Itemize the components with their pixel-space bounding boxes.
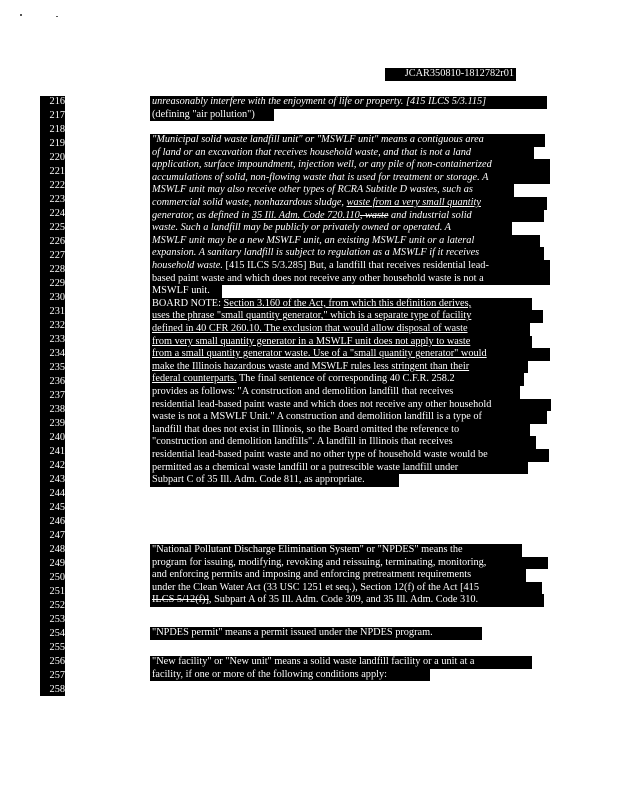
line-number: 218 bbox=[49, 124, 65, 135]
line-224-text: commercial solid waste, nonhazardous sludge, bbox=[152, 197, 347, 208]
text-line-254: "NPDES permit" means a permit issued under the NPDES program. bbox=[150, 627, 482, 640]
text-line-228: expansion. A sanitary landfill is subject to regulation as a MSWLF if it receives bbox=[150, 247, 544, 260]
line-number: 226 bbox=[49, 236, 65, 247]
text-line-233: uses the phrase "small quantity generator," which is a separate type of facility bbox=[150, 310, 543, 323]
text-line-224 bbox=[150, 197, 547, 210]
line-number: 236 bbox=[49, 376, 65, 387]
text-line-237: make the Illinois hazardous waste and MSWLF rules less stringent than their bbox=[150, 361, 528, 374]
line-number: 254 bbox=[49, 628, 65, 639]
scan-speck bbox=[20, 14, 22, 16]
line-number: 251 bbox=[49, 586, 65, 597]
board-note-label: BOARD NOTE: bbox=[152, 297, 224, 309]
line-number: 232 bbox=[49, 320, 65, 331]
line-229-text-end: [415 ILCS 5/3.285] But, a landfill that receives residential lead- bbox=[222, 260, 489, 271]
text-line-219: "Municipal solid waste landfill unit" or "MSWLF unit" means a contiguous area bbox=[150, 134, 545, 147]
inserted-text: Section 3.160 of the Act, from which this definition derives, bbox=[223, 297, 472, 309]
line-number: 245 bbox=[49, 502, 65, 513]
text-line-232 bbox=[150, 298, 532, 311]
text-line-229 bbox=[150, 260, 550, 273]
text-line-220: of land or an excavation that receives household waste, and that is not a land bbox=[150, 147, 534, 160]
line-number: 249 bbox=[49, 558, 65, 569]
line-number: 250 bbox=[49, 572, 65, 583]
line-number: 234 bbox=[49, 348, 65, 359]
line-number: 241 bbox=[49, 446, 65, 457]
text-line-222: accumulations of solid, non-flowing waste that is used for treatment or storage. A bbox=[150, 172, 550, 185]
scan-speck bbox=[56, 16, 58, 17]
line-number: 229 bbox=[49, 278, 65, 289]
text-line-256: "New facility" or "New unit" means a solid waste landfill facility or a unit at a bbox=[150, 656, 532, 669]
line-238-text-end: The final sentence of corresponding 40 C.F.R. 258.2 bbox=[236, 373, 455, 385]
line-number: 243 bbox=[49, 474, 65, 485]
text-line-240: residential lead-based paint waste and which does not receive any other household bbox=[150, 399, 551, 412]
line-number: 224 bbox=[49, 208, 65, 219]
text-line-227: MSWLF unit may be a new MSWLF unit, an existing MSWLF unit or a lateral bbox=[150, 235, 540, 248]
text-line-244: residential lead-based paint waste and no other type of household waste would be bbox=[150, 449, 549, 462]
text-line-225 bbox=[150, 210, 544, 223]
line-number: 233 bbox=[49, 334, 65, 345]
text-line-231: MSWLF unit. bbox=[150, 285, 222, 298]
line-number: 255 bbox=[49, 642, 65, 653]
line-number: 223 bbox=[49, 194, 65, 205]
text-line-245: permitted as a chemical waste landfill or a putrescible waste landfill under bbox=[150, 462, 528, 475]
line-number: 252 bbox=[49, 600, 65, 611]
text-line-239: provides as follows: "A construction and demolition landfill that receives bbox=[150, 386, 520, 399]
line-number: 235 bbox=[49, 362, 65, 373]
text-line-241: waste is not a MSWLF Unit." A construction and demolition landfill is a type of bbox=[150, 411, 547, 424]
text-line-221: application, surface impoundment, injection well, or any pile of non-containerized bbox=[150, 159, 550, 172]
line-252-text-end: , Subpart A of 35 Ill. Adm. Code 309, and 35 Ill. Adm. Code 310. bbox=[208, 594, 479, 606]
text-line-248: "National Pollutant Discharge Elimination System" or "NPDES" means the bbox=[150, 544, 522, 557]
line-number: 221 bbox=[49, 166, 65, 177]
text-line-216 bbox=[150, 96, 547, 109]
line-number: 220 bbox=[49, 152, 65, 163]
line-number: 238 bbox=[49, 404, 65, 415]
text-line-238 bbox=[150, 373, 524, 386]
line-216-text: unreasonably interfere with the enjoyment of life or property. [415 ILCS 5/3.115] bbox=[152, 96, 487, 107]
citation-reference: 35 Ill. Adm. Code 720.110 bbox=[251, 209, 360, 221]
line-number: 239 bbox=[49, 418, 65, 429]
text-line-226: waste. Such a landfill may be publicly or privately owned or operated. A bbox=[150, 222, 512, 235]
text-line-234: defined in 40 CFR 260.10. The exclusion that would allow disposal of waste bbox=[150, 323, 530, 336]
text-line-246: Subpart C of 35 Ill. Adm. Code 811, as appropriate. bbox=[150, 474, 399, 487]
text-line-251: under the Clean Water Act (33 USC 1251 et seq.), Section 12(f) of the Act [415 bbox=[150, 582, 542, 595]
line-number: 240 bbox=[49, 432, 65, 443]
line-number: 222 bbox=[49, 180, 65, 191]
line-229-text: household waste. bbox=[152, 260, 223, 271]
line-number: 219 bbox=[49, 138, 65, 149]
text-line-235: from very small quantity generator in a MSWLF unit does not apply to waste bbox=[150, 336, 532, 349]
line-number: 253 bbox=[49, 614, 65, 625]
text-line-243: "construction and demolition landfills". A landfill in Illinois that receives bbox=[150, 436, 536, 449]
line-number: 217 bbox=[49, 110, 65, 121]
line-number: 246 bbox=[49, 516, 65, 527]
line-number: 247 bbox=[49, 530, 65, 541]
text-line-249: program for issuing, modifying, revoking and reissuing, terminating, monitoring, bbox=[150, 557, 548, 570]
line-number: 248 bbox=[49, 544, 65, 555]
text-line-236: from a small quantity generator waste. Use of a "small quantity generator" would bbox=[150, 348, 550, 361]
text-line-217: (defining "air pollution") bbox=[150, 109, 274, 122]
line-225-text: generator, as defined in bbox=[152, 209, 252, 221]
document-id: JCAR350810-1812782r01 bbox=[385, 68, 516, 81]
line-number: 227 bbox=[49, 250, 65, 261]
line-number: 257 bbox=[49, 670, 65, 681]
deleted-text: ILCS 5/12(f)] bbox=[152, 594, 209, 606]
text-line-242: landfill that does not exist in Illinois, so the Board omitted the reference to bbox=[150, 424, 530, 437]
text-line-230: based paint waste and which does not receive any other household waste is not a bbox=[150, 273, 550, 286]
text-line-257: facility, if one or more of the following conditions apply: bbox=[150, 669, 430, 682]
deleted-text: , waste bbox=[359, 209, 389, 221]
inserted-text: federal counterparts. bbox=[152, 373, 237, 385]
text-line-223: MSWLF unit may also receive other types of RCRA Subtitle D wastes, such as bbox=[150, 184, 514, 197]
line-number: 216 bbox=[49, 96, 65, 107]
line-225-text-end: and industrial solid bbox=[388, 209, 472, 221]
line-number: 244 bbox=[49, 488, 65, 499]
inserted-text: waste from a very small quantity bbox=[346, 197, 481, 208]
line-number: 225 bbox=[49, 222, 65, 233]
line-number: 237 bbox=[49, 390, 65, 401]
line-number: 258 bbox=[49, 684, 65, 695]
text-line-252 bbox=[150, 594, 544, 607]
line-number: 231 bbox=[49, 306, 65, 317]
text-line-250: and enforcing permits and imposing and enforcing pretreatment requirements bbox=[150, 569, 526, 582]
line-number: 242 bbox=[49, 460, 65, 471]
line-number: 228 bbox=[49, 264, 65, 275]
line-number: 256 bbox=[49, 656, 65, 667]
line-number: 230 bbox=[49, 292, 65, 303]
